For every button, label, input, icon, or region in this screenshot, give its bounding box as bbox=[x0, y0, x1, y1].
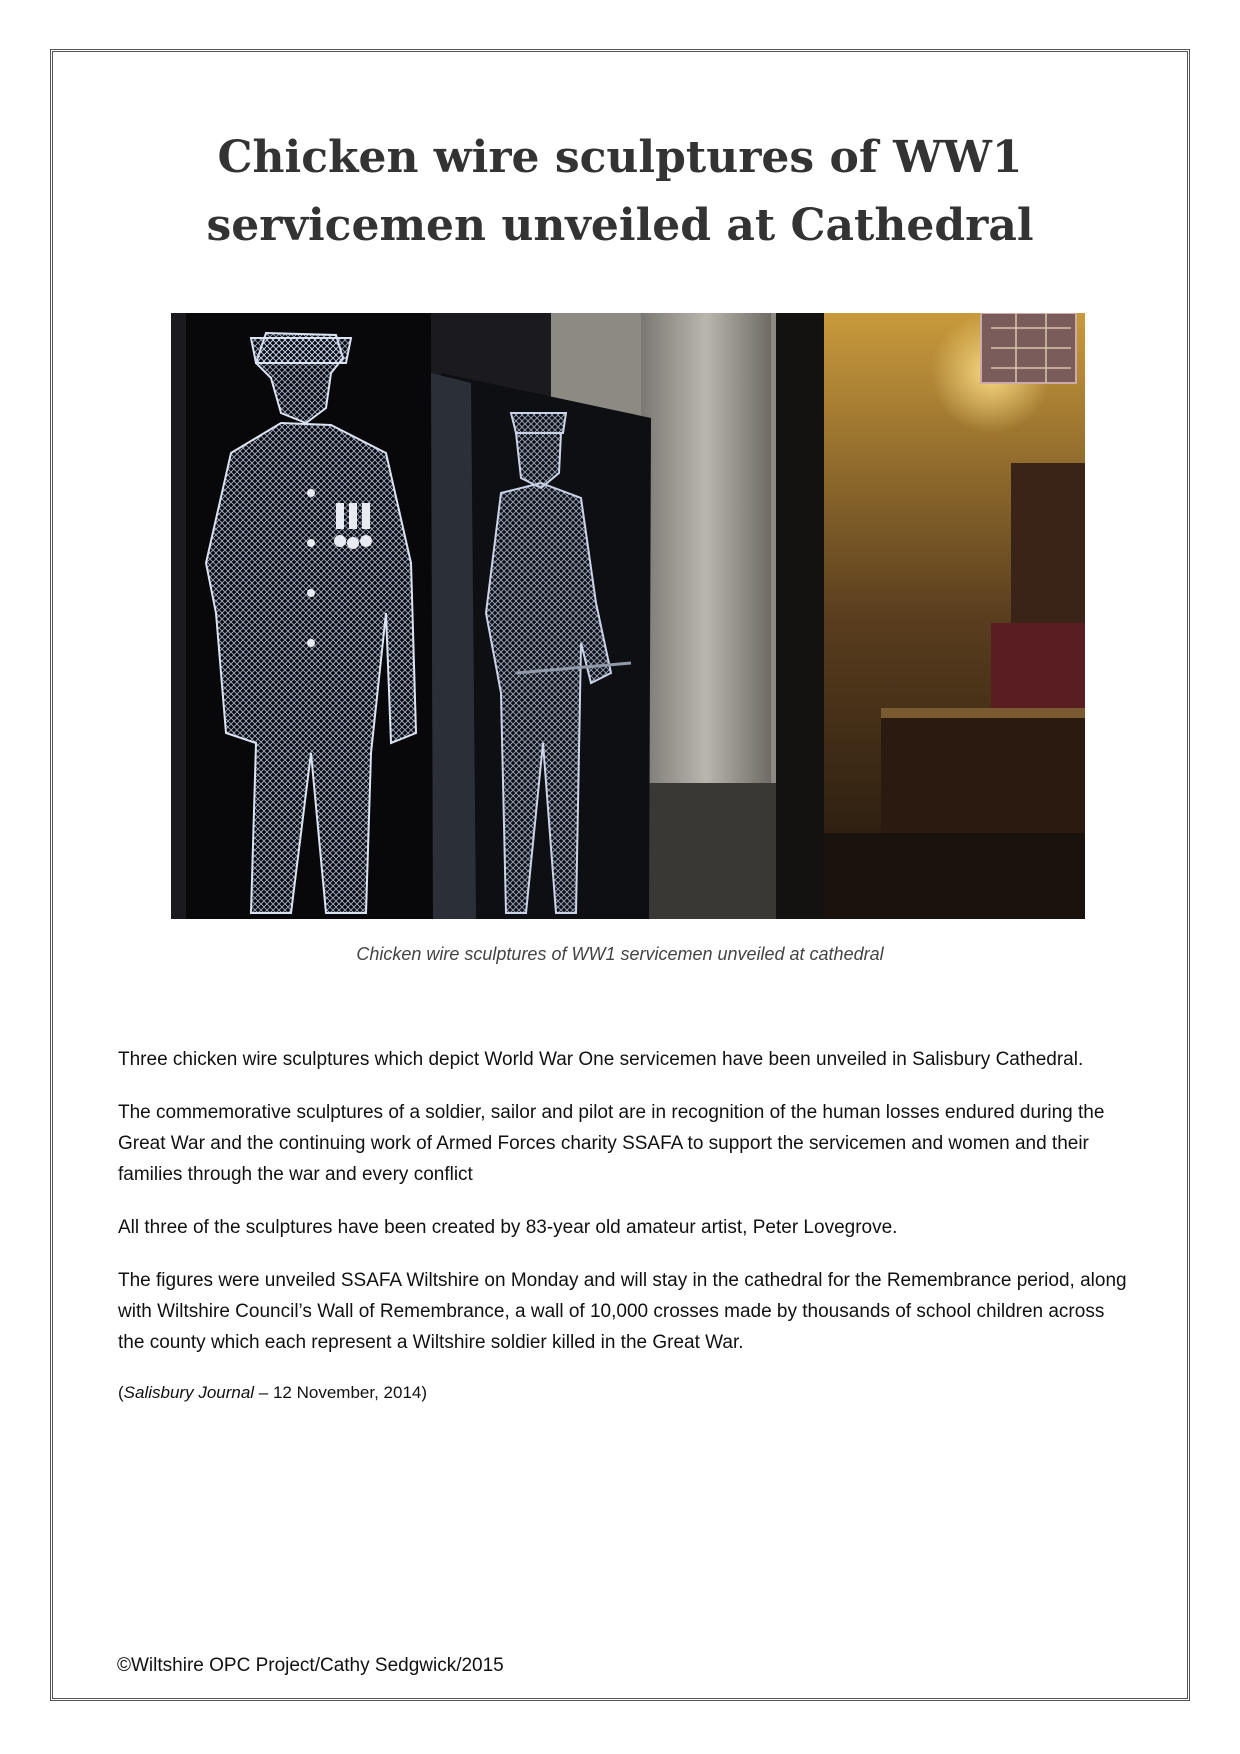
title-line-2: servicemen unveiled at Cathedral bbox=[206, 200, 1034, 251]
source-publication: Salisbury Journal bbox=[123, 1383, 255, 1402]
copyright-footer: ©Wiltshire OPC Project/Cathy Sedgwick/2015 bbox=[117, 1655, 504, 1676]
paragraph: Three chicken wire sculptures which depict World War One servicemen have been unveiled in Salisbury Cathedral. bbox=[118, 1049, 1084, 1070]
paragraph: The figures were unveiled SSAFA Wiltshire on Monday and will stay in the cathedral for the Remembrance period, along with Wiltshire Council’s Wall of Remembrance, a wall of 10,000 crosses made by thousands of school children across the county which each represent a Wiltshire soldier killed in the Great War. bbox=[118, 1270, 1127, 1353]
source-date: – 12 November, 2014) bbox=[254, 1383, 428, 1402]
article-body bbox=[118, 1044, 1128, 1428]
article-title bbox=[100, 124, 1140, 260]
sculptures-photo bbox=[171, 313, 1085, 919]
title-line-1: Chicken wire sculptures of WW1 bbox=[217, 132, 1023, 183]
paragraph: The commemorative sculptures of a soldier, sailor and pilot are in recognition of the human losses endured during the Great War and the continuing work of Armed Forces charity SSAFA to support the servicemen and women and their families through the war and every conflict bbox=[118, 1102, 1105, 1185]
source-open-paren: ( bbox=[118, 1383, 124, 1402]
photo-caption: Chicken wire sculptures of WW1 servicemen unveiled at cathedral bbox=[356, 944, 884, 964]
source-citation bbox=[118, 1380, 1128, 1406]
paragraph: All three of the sculptures have been created by 83-year old amateur artist, Peter Lovegrove. bbox=[118, 1217, 898, 1238]
